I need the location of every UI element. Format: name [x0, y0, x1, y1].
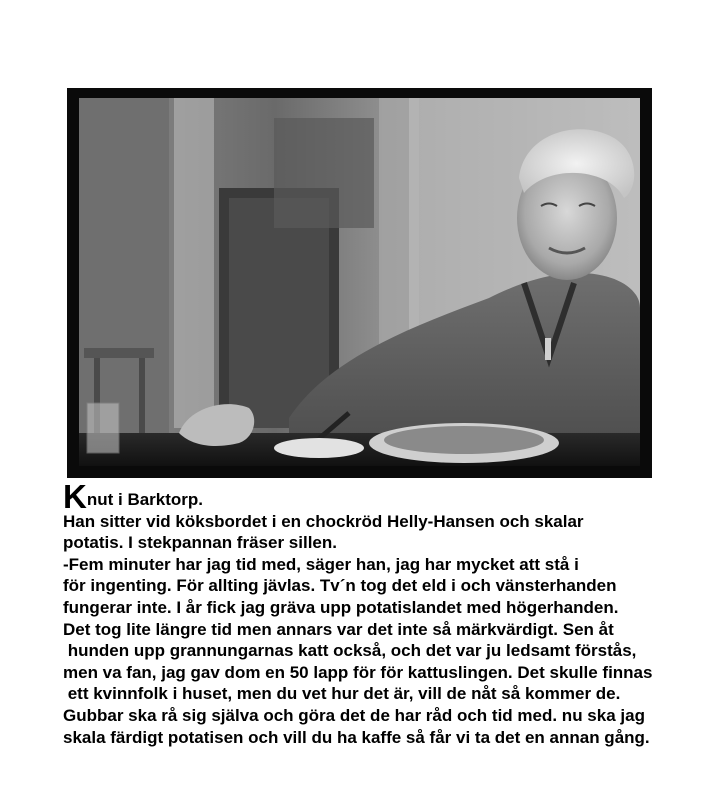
caption-line: fungerar inte. I år fick jag gräva upp potatislandet med högerhanden. [63, 597, 619, 617]
caption-line: hunden upp grannungarnas katt också, och det var ju ledsamt förstås, [63, 641, 637, 661]
portrait-photo-illustration [79, 98, 640, 466]
caption-line: Det tog lite längre tid men annars var det inte så märkvärdigt. Sen åt [63, 619, 614, 639]
caption-line: skala färdigt potatisen och vill du ha kaffe så får vi ta det en annan gång. [63, 727, 650, 747]
caption-line: potatis. I stekpannan fräser sillen. [63, 533, 337, 553]
caption-line: för ingenting. För allting jävlas. Tv´n tog det eld i och vänsterhanden [63, 576, 617, 596]
caption-line: Gubbar ska rå sig själva och göra det de har råd och tid med. nu ska jag [63, 705, 645, 725]
photo-caption [63, 478, 723, 748]
caption-line: Han sitter vid köksbordet i en chockröd Helly-Hansen och skalar [63, 511, 584, 531]
caption-dropcap: K [63, 478, 87, 515]
caption-line: -Fem minuter har jag tid med, säger han, jag har mycket att stå i [63, 554, 579, 574]
caption-title-rest: nut i Barktorp. [86, 490, 204, 509]
caption-line: ett kvinnfolk i huset, men du vet hur det är, vill de nåt så kommer de. [63, 684, 621, 704]
caption-line: men va fan, jag gav dom en 50 lapp för för kattuslingen. Det skulle finnas [63, 662, 653, 682]
photo-frame [67, 88, 652, 478]
caption-title [63, 478, 723, 515]
portrait-photo [79, 98, 640, 466]
